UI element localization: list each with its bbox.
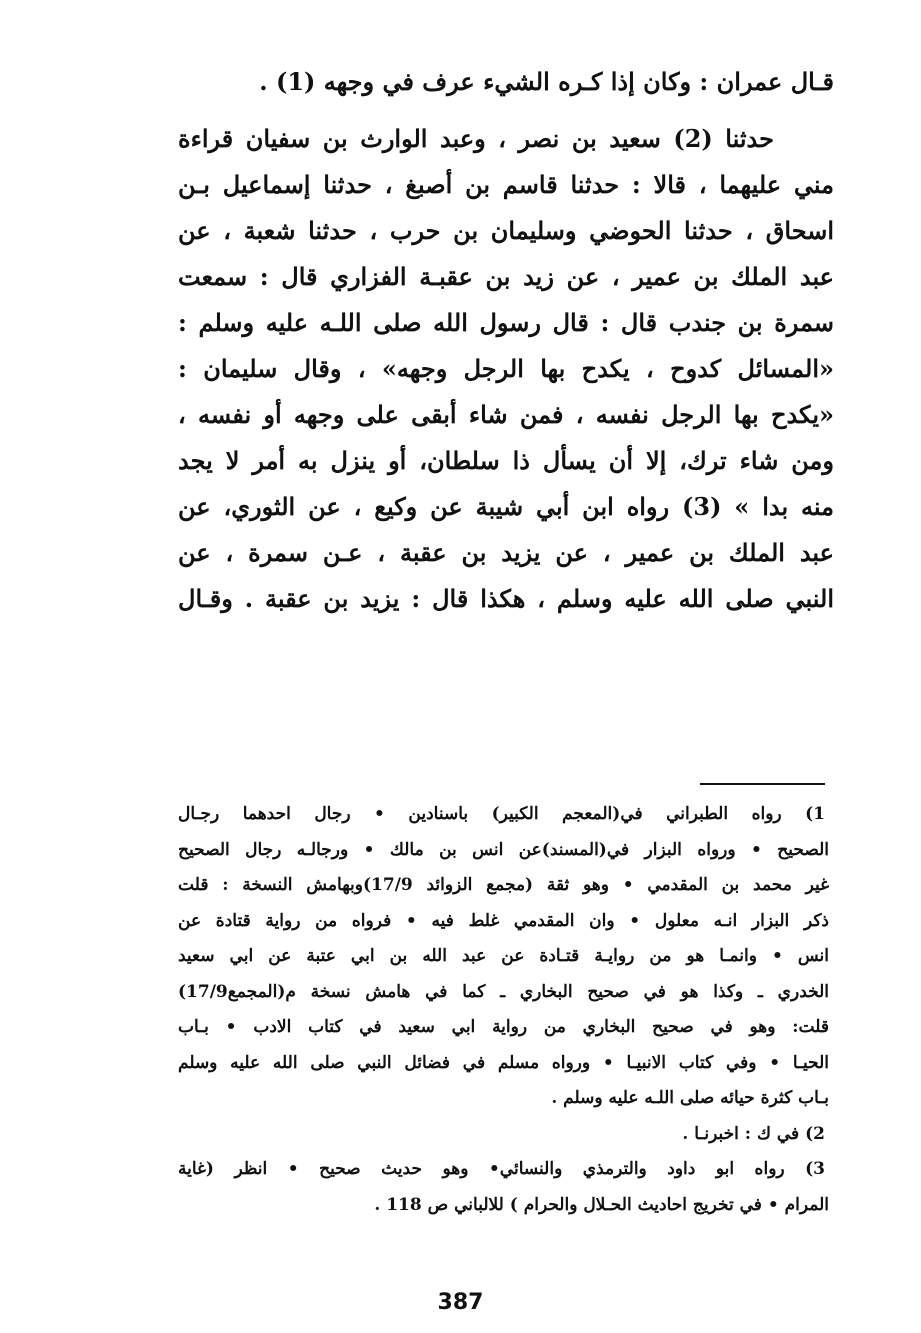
body-line: قـال عمران : وكان إذا كـره الشيء عرف في وجهه (1) . [259, 67, 834, 96]
footnotes-block [178, 797, 829, 1223]
footnote-line: المرام • في تخريج احاديث الحـلال والحرام ) للالباني ص 118 . [374, 1194, 829, 1215]
footnote-line: 3) رواه ابو داود والترمذي والنسائي• وهو حديث صحيح • انظر (غاية [178, 1159, 825, 1179]
footnote-line: 1) رواه الطبراني في(المعجم الكبير) باسنادين • رجال احدهما رجـال [178, 804, 825, 824]
body-line: النبي صلى الله عليه وسلم ، هكذا قال : يزيد بن عقبة . وقـال [178, 584, 834, 613]
footnote-line: 2) في ك : اخبرنـا . [682, 1123, 825, 1144]
footnote-line: الحيـا • وفي كتاب الانبيـا • ورواه مسلم في فضائل النبي صلى الله عليه وسلم [178, 1052, 829, 1073]
body-line: «المسائل كدوح ، يكدح بها الرجل وجهه» ، وقال سليمان : [178, 354, 834, 383]
body-line: حدثنا (2) سعيد بن نصر ، وعبد الوارث بن سفيان قراءة [178, 124, 774, 153]
page-number: 387 [437, 1290, 484, 1315]
main-text-block [178, 58, 834, 622]
body-line: ومن شاء ترك، إلا أن يسأل ذا سلطان، أو ينزل به أمر لا يجد [178, 446, 834, 475]
footnote-line: انس • وانمـا هو من روايـة قتـادة عن عبد الله بن ابي عتبة عن ابي سعيد [178, 946, 829, 966]
footnote-line: بـاب كثرة حيائه صلى اللـه عليه وسلم . [551, 1088, 829, 1108]
footnote-line: ذكر البزار انـه معلول • وان المقدمي غلط فيه • فرواه من رواية قتادة عن [178, 910, 829, 931]
body-line: مني عليهما ، قالا : حدثنا قاسم بن أصبغ ، حدثنا إسماعيل بـن [178, 170, 834, 199]
footnote-line: غير محمد بن المقدمي • وهو ثقة (مجمع الزوائد 17/9)وبهامش النسخة : قلت [178, 875, 829, 895]
body-line: اسحاق ، حدثنا الحوضي وسليمان بن حرب ، حدثنا شعبة ، عن [178, 216, 834, 245]
body-line: «يكدح بها الرجل نفسه ، فمن شاء أبقى على وجهه أو نفسه ، [178, 400, 834, 429]
body-line: عبد الملك بن عمير ، عن يزيد بن عقبة ، عـن سمرة ، عن [178, 538, 834, 567]
footnote-line: الخدري ـ وكذا هو في صحيح البخاري ـ كما في هامش نسخة م(المجمع17/9) [178, 981, 829, 1002]
body-line: منه بدا » (3) رواه ابن أبي شيبة عن وكيع ، عن الثوري، عن [178, 492, 834, 521]
body-line: سمرة بن جندب قال : قال رسول الله صلى اللـه عليه وسلم : [178, 308, 834, 337]
body-line: عبد الملك بن عمير ، عن زيد بن عقبـة الفزاري قال : سمعت [178, 262, 834, 291]
footnote-line: الصحيح • ورواه البزار في(المسند)عن انس بن مالك • ورجالـه رجال الصحيح [178, 839, 829, 860]
footnote-line: قلت: وهو في صحيح البخاري من رواية ابي سعيد في كتاب الادب • بـاب [178, 1017, 829, 1037]
footnote-separator [700, 783, 825, 785]
